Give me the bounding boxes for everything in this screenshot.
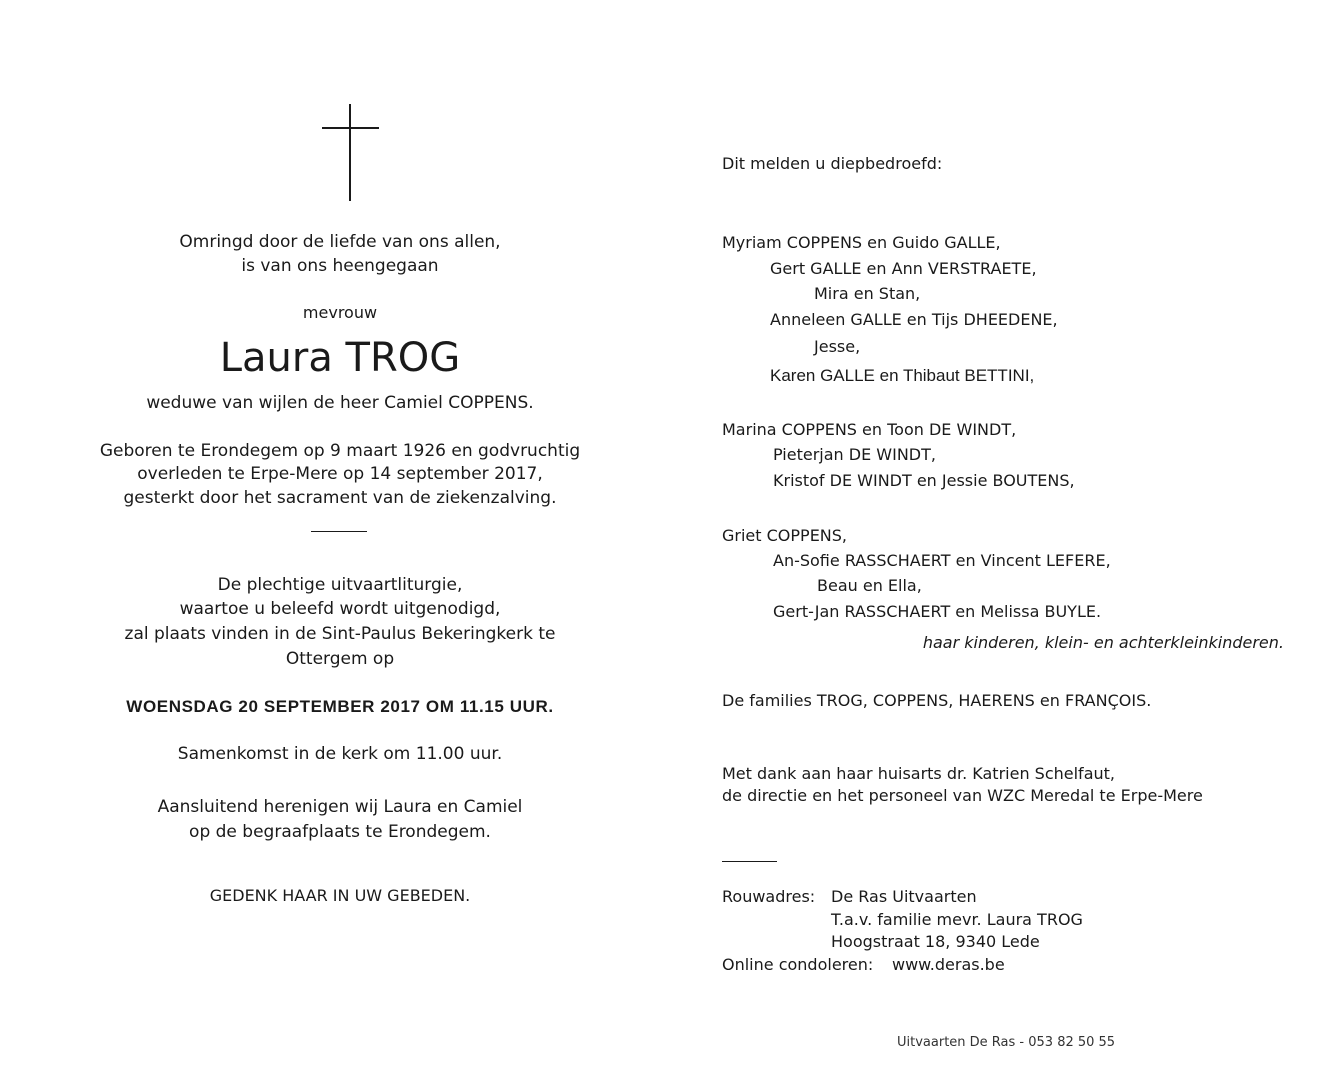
address-line-1: De Ras Uitvaarten [831, 887, 977, 906]
family-member: Beau en Ella, [817, 576, 922, 595]
liturgy-line-1: De plechtige uitvaartliturgie, [217, 575, 463, 595]
address-line-2: T.a.v. familie mevr. Laura TROG [831, 910, 1083, 929]
deceased-name: Laura TROG [219, 335, 461, 381]
relation-line: haar kinderen, klein- en achterkleinkinderen. [922, 633, 1284, 652]
liturgy-line-4: Ottergem op [285, 649, 395, 669]
family-member: Anneleen GALLE en Tijs DHEEDENE, [770, 310, 1058, 329]
online-label: Online condoleren: [722, 955, 874, 974]
divider [722, 861, 777, 862]
address-line-3: Hoogstraat 18, 9340 Lede [831, 932, 1040, 951]
born-line-3: gesterkt door het sacrament van de ziekenzalving. [123, 488, 557, 508]
born-line-1: Geboren te Erondegem op 9 maart 1926 en godvruchtig [99, 441, 581, 461]
family-member: Mira en Stan, [814, 284, 921, 303]
announce-line: Dit melden u diepbedroefd: [722, 154, 943, 173]
families-line: De families TROG, COPPENS, HAERENS en FRANÇOIS. [722, 691, 1152, 710]
remember-line: GEDENK HAAR IN UW GEBEDEN. [209, 886, 471, 905]
burial-line-1: Aansluitend herenigen wij Laura en Camiel [157, 797, 523, 817]
born-line-2: overleden te Erpe-Mere op 14 september 2017, [137, 464, 543, 484]
divider [311, 531, 367, 532]
family-member: Gert-Jan RASSCHAERT en Melissa BUYLE. [773, 602, 1102, 621]
widow-of: weduwe van wijlen de heer Camiel COPPENS. [146, 393, 534, 413]
address-label: Rouwadres: [722, 887, 816, 906]
funeral-date: WOENSDAG 20 SEPTEMBER 2017 OM 11.15 UUR. [126, 697, 554, 716]
family-member: Myriam COPPENS en Guido GALLE, [722, 233, 1001, 252]
burial-line-2: op de begraafplaats te Erondegem. [189, 822, 491, 842]
family-member: Griet COPPENS, [722, 526, 848, 545]
liturgy-line-2: waartoe u beleefd wordt uitgenodigd, [179, 599, 501, 619]
online-url[interactable]: www.deras.be [892, 955, 1005, 974]
family-member: Marina COPPENS en Toon DE WINDT, [722, 420, 1017, 439]
footer-credit: Uitvaarten De Ras - 053 82 50 55 [897, 1035, 1116, 1050]
family-member: Gert GALLE en Ann VERSTRAETE, [770, 259, 1037, 278]
thanks-line-1: Met dank aan haar huisarts dr. Katrien Schelfaut, [722, 764, 1115, 783]
family-member: Jesse, [814, 337, 861, 356]
thanks-line-2: de directie en het personeel van WZC Meredal te Erpe-Mere [722, 786, 1203, 805]
intro-line-2: is van ons heengegaan [241, 256, 439, 276]
intro-line-1: Omringd door de liefde van ons allen, [179, 232, 501, 252]
family-member: Karen GALLE en Thibaut BETTINI, [770, 366, 1035, 385]
liturgy-line-3: zal plaats vinden in de Sint-Paulus Bekeringkerk te [124, 624, 556, 644]
family-member: Kristof DE WINDT en Jessie BOUTENS, [773, 471, 1075, 490]
deceased-title: mevrouw [302, 303, 378, 322]
meeting-time: Samenkomst in de kerk om 11.00 uur. [177, 744, 503, 764]
family-member: An-Sofie RASSCHAERT en Vincent LEFERE, [773, 551, 1111, 570]
family-member: Pieterjan DE WINDT, [773, 445, 936, 464]
